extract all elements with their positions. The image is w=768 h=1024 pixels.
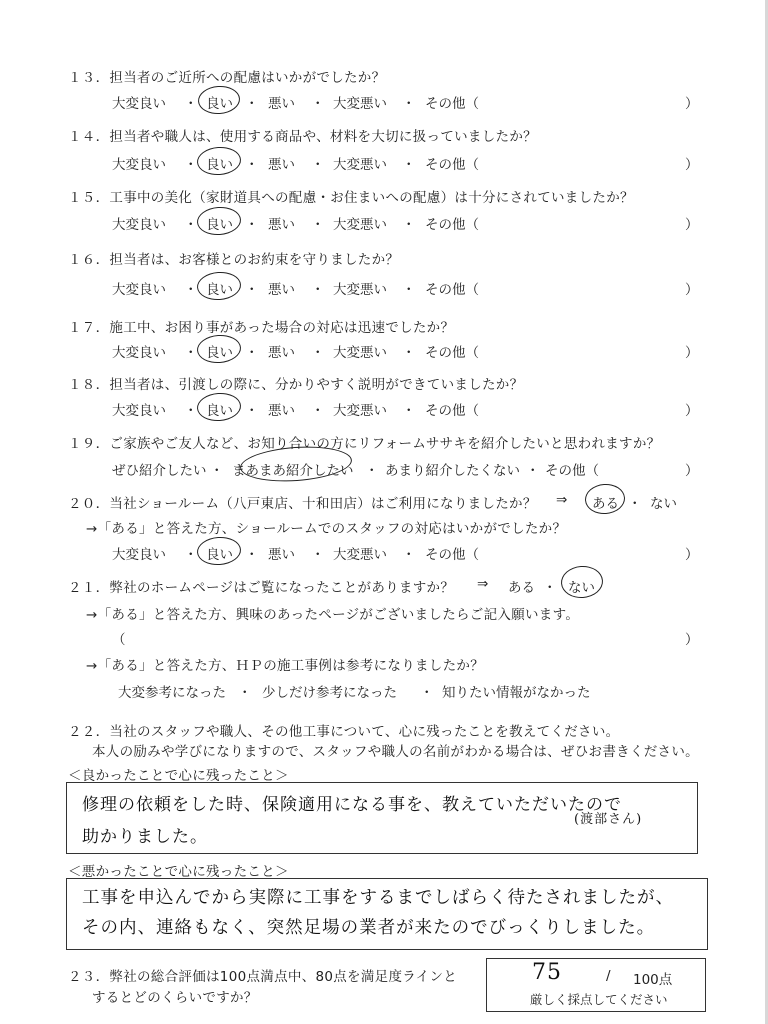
question-16: １６．担当者は、お客様とのお約束を守りましたか？ bbox=[68, 252, 400, 268]
question-18: １８．担当者は、引渡しの際に、分かりやすく説明ができていましたか？ bbox=[68, 377, 524, 393]
score-max: 100点 bbox=[633, 972, 673, 988]
option-no[interactable]: ない bbox=[650, 496, 677, 512]
question-21-sub1: →「ある」と答えた方、興味のあったページがございましたらご記入願います。 bbox=[86, 607, 580, 623]
separator: ・ bbox=[311, 345, 325, 361]
separator: ・ bbox=[184, 157, 198, 173]
separator: ・ bbox=[311, 96, 325, 112]
separator: ・ bbox=[245, 96, 259, 112]
option-definitely[interactable]: ぜひ紹介したい bbox=[112, 463, 207, 479]
separator: ・ bbox=[184, 403, 198, 419]
separator: ・ bbox=[311, 157, 325, 173]
separator: ・ bbox=[402, 547, 416, 563]
option-very-bad[interactable]: 大変悪い bbox=[333, 403, 387, 419]
option-good[interactable]: 良い bbox=[206, 96, 233, 112]
option-bad[interactable]: 悪い bbox=[268, 547, 295, 563]
question-23: ２３．弊社の総合評価は100点満点中、80点を満足度ラインと bbox=[68, 969, 458, 985]
option-other[interactable]: その他（ bbox=[425, 217, 479, 233]
option-yes[interactable]: ある bbox=[508, 580, 535, 596]
good-section-label: ＜良かったことで心に残ったこと＞ bbox=[68, 768, 289, 784]
option-good[interactable]: 良い bbox=[206, 547, 233, 563]
close-paren: ） bbox=[685, 547, 699, 563]
bad-comment-line2: その内、連絡もなく、突然足場の業者が来たのでびっくりしました。 bbox=[82, 918, 656, 938]
close-paren: ） bbox=[685, 96, 699, 112]
option-very-bad[interactable]: 大変悪い bbox=[333, 96, 387, 112]
option-somewhat[interactable]: まあまあ紹介したい bbox=[232, 463, 354, 479]
arrow-right-icon: ⇒ bbox=[477, 576, 489, 592]
close-paren: ） bbox=[685, 632, 699, 648]
selection-circle bbox=[196, 535, 242, 566]
close-paren: ） bbox=[685, 282, 699, 298]
question-23-line2: するとどのくらいですか？ bbox=[92, 990, 258, 1006]
option-very-helpful[interactable]: 大変参考になった bbox=[118, 685, 226, 701]
score-slash: / bbox=[606, 968, 611, 984]
separator: ・ bbox=[184, 96, 198, 112]
separator: ・ bbox=[543, 580, 557, 596]
selection-circle bbox=[196, 333, 242, 364]
option-very-bad[interactable]: 大変悪い bbox=[333, 157, 387, 173]
question-20-sub: →「ある」と答えた方、ショールームでのスタッフの対応はいかがでしたか？ bbox=[86, 521, 567, 537]
option-very-good[interactable]: 大変良い bbox=[112, 403, 166, 419]
good-comment-line1: 修理の依頼をした時、保険適用になる事を、教えていただいたので bbox=[82, 795, 622, 815]
option-very-good[interactable]: 大変良い bbox=[112, 282, 166, 298]
separator: ・ bbox=[245, 547, 259, 563]
separator: ・ bbox=[245, 157, 259, 173]
option-good[interactable]: 良い bbox=[206, 282, 233, 298]
question-14: １４．担当者や職人は、使用する商品や、材料を大切に扱っていましたか？ bbox=[68, 129, 537, 145]
selection-circle bbox=[560, 565, 604, 600]
option-very-bad[interactable]: 大変悪い bbox=[333, 282, 387, 298]
good-comment-note: (渡部さん) bbox=[574, 812, 643, 827]
selection-circle bbox=[197, 85, 241, 116]
option-good[interactable]: 良い bbox=[206, 157, 233, 173]
separator: ・ bbox=[365, 463, 379, 479]
separator: ・ bbox=[402, 157, 416, 173]
option-not-really[interactable]: あまり紹介したくない bbox=[385, 463, 520, 479]
selection-circle bbox=[196, 145, 242, 176]
separator: ・ bbox=[245, 282, 259, 298]
separator: ・ bbox=[245, 345, 259, 361]
close-paren: ） bbox=[685, 217, 699, 233]
separator: ・ bbox=[628, 496, 642, 512]
selection-circle bbox=[196, 391, 242, 422]
option-bad[interactable]: 悪い bbox=[268, 157, 295, 173]
option-other[interactable]: その他（ bbox=[425, 157, 479, 173]
option-good[interactable]: 良い bbox=[206, 403, 233, 419]
option-very-bad[interactable]: 大変悪い bbox=[333, 345, 387, 361]
separator: ・ bbox=[402, 345, 416, 361]
option-bad[interactable]: 悪い bbox=[268, 96, 295, 112]
separator: ・ bbox=[402, 403, 416, 419]
question-20: ２０．当社ショールーム（八戸東店、十和田店）はご利用になりましたか？ bbox=[68, 496, 537, 512]
option-other[interactable]: その他（ bbox=[425, 547, 479, 563]
question-19: １９．ご家族やご友人など、お知り合いの方にリフォームササキを紹介したいと思われますか？ bbox=[68, 436, 661, 452]
close-paren: ） bbox=[685, 157, 699, 173]
question-17: １７．施工中、お困り事があった場合の対応は迅速でしたか？ bbox=[68, 320, 455, 336]
question-22: ２２．当社のスタッフや職人、その他工事について、心に残ったことを教えてください。 bbox=[68, 724, 620, 740]
separator: ・ bbox=[245, 217, 259, 233]
selection-circle bbox=[584, 483, 626, 516]
option-very-bad[interactable]: 大変悪い bbox=[333, 547, 387, 563]
option-somewhat-helpful[interactable]: 少しだけ参考になった bbox=[262, 685, 397, 701]
selection-circle bbox=[196, 270, 242, 301]
score-value[interactable]: 75 bbox=[532, 960, 562, 985]
arrow-right-icon: ⇒ bbox=[556, 492, 568, 508]
option-other[interactable]: その他（ bbox=[425, 345, 479, 361]
score-note: 厳しく採点してください bbox=[530, 992, 668, 1007]
option-bad[interactable]: 悪い bbox=[268, 345, 295, 361]
bad-section-label: ＜悪かったことで心に残ったこと＞ bbox=[68, 864, 289, 880]
question-15: １５．工事中の美化（家財道具への配慮・お住まいへの配慮）は十分にされていましたか？ bbox=[68, 190, 634, 206]
option-very-bad[interactable]: 大変悪い bbox=[333, 217, 387, 233]
good-comment-line2: 助かりました。 bbox=[82, 827, 208, 847]
separator: ・ bbox=[311, 403, 325, 419]
separator: ・ bbox=[402, 217, 416, 233]
open-paren: （ bbox=[112, 632, 126, 648]
option-very-good[interactable]: 大変良い bbox=[112, 157, 166, 173]
option-good[interactable]: 良い bbox=[206, 217, 233, 233]
separator: ・ bbox=[311, 217, 325, 233]
separator: ・ bbox=[526, 463, 540, 479]
option-other[interactable]: その他（ bbox=[545, 463, 599, 479]
option-very-good[interactable]: 大変良い bbox=[112, 96, 166, 112]
separator: ・ bbox=[420, 685, 434, 701]
option-other[interactable]: その他（ bbox=[425, 96, 479, 112]
option-not-helpful[interactable]: 知りたい情報がなかった bbox=[442, 685, 591, 701]
option-bad[interactable]: 悪い bbox=[268, 282, 295, 298]
option-very-good[interactable]: 大変良い bbox=[112, 345, 166, 361]
separator: ・ bbox=[184, 217, 198, 233]
option-very-good[interactable]: 大変良い bbox=[112, 217, 166, 233]
question-22-note: 本人の励みや学びになりますので、スタッフや職人の名前がわかる場合は、ぜひお書きください。 bbox=[92, 744, 699, 760]
option-bad[interactable]: 悪い bbox=[268, 403, 295, 419]
question-21: ２１．弊社のホームページはご覧になったことがありますか？ bbox=[68, 580, 455, 596]
separator: ・ bbox=[184, 547, 198, 563]
question-21-sub2: →「ある」と答えた方、ＨＰの施工事例は参考になりましたか？ bbox=[86, 658, 485, 674]
bad-comment-line1: 工事を申込んでから実際に工事をするまでしばらく待たされましたが、 bbox=[82, 888, 674, 908]
separator: ・ bbox=[238, 685, 252, 701]
separator: ・ bbox=[245, 403, 259, 419]
option-yes[interactable]: ある bbox=[592, 496, 619, 512]
option-other[interactable]: その他（ bbox=[425, 403, 479, 419]
separator: ・ bbox=[184, 345, 198, 361]
separator: ・ bbox=[210, 463, 224, 479]
separator: ・ bbox=[402, 96, 416, 112]
close-paren: ） bbox=[685, 463, 699, 479]
option-other[interactable]: その他（ bbox=[425, 282, 479, 298]
close-paren: ） bbox=[685, 403, 699, 419]
option-no[interactable]: ない bbox=[568, 580, 595, 596]
selection-circle bbox=[196, 205, 242, 236]
question-13: １３．担当者のご近所への配慮はいかがでしたか？ bbox=[68, 70, 386, 86]
option-bad[interactable]: 悪い bbox=[268, 217, 295, 233]
option-very-good[interactable]: 大変良い bbox=[112, 547, 166, 563]
separator: ・ bbox=[311, 282, 325, 298]
separator: ・ bbox=[311, 547, 325, 563]
option-good[interactable]: 良い bbox=[206, 345, 233, 361]
separator: ・ bbox=[402, 282, 416, 298]
close-paren: ） bbox=[685, 345, 699, 361]
separator: ・ bbox=[184, 282, 198, 298]
